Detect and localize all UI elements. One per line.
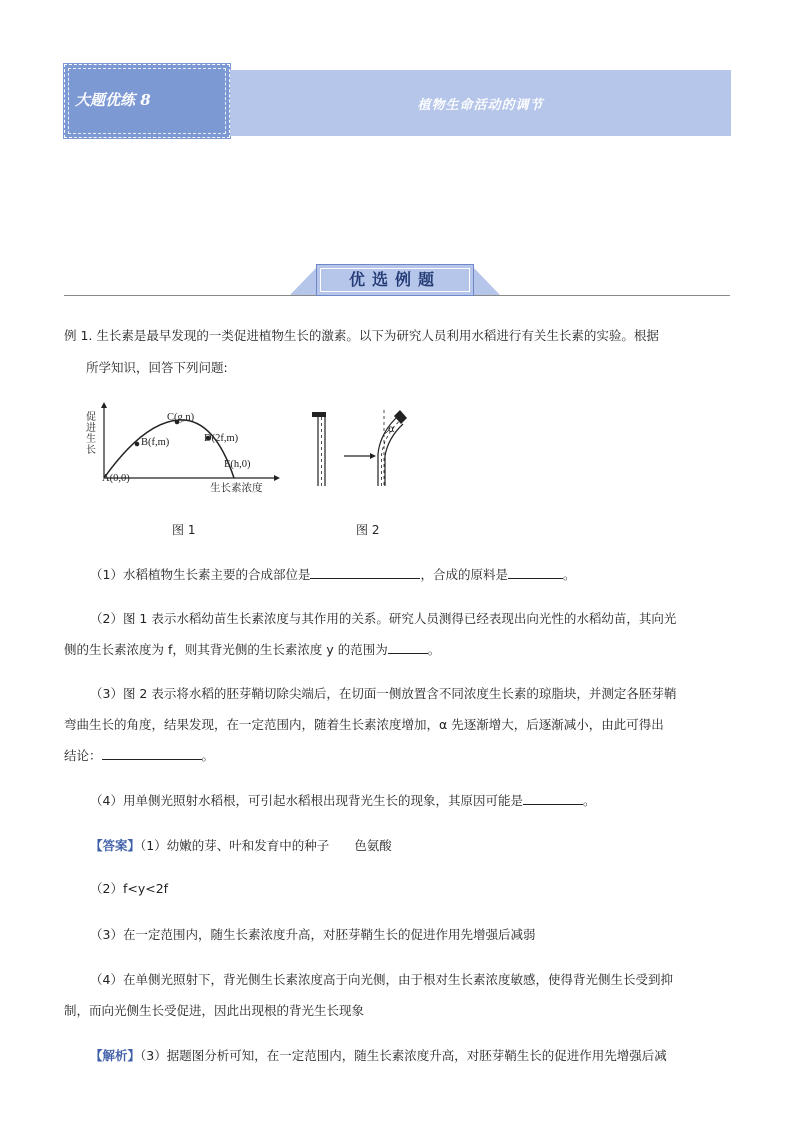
question-intro: [64, 326, 734, 346]
q3-line3: [64, 746, 214, 766]
q3-line1: （3）图 2 表示将水稻的胚芽鞘切除尖端后，在切面一侧放置含不同浓度生长素的琼脂块，并测定各胚芽鞘: [90, 686, 677, 701]
q2-text-a: 侧的生长素浓度为 f，则其背光侧的生长素浓度 y 的范围为: [64, 642, 388, 657]
answer-1-text: （1）幼嫩的芽、叶和发育中的种子 色氨酸: [140, 838, 392, 853]
q2-line2: [64, 640, 440, 660]
header-title: 植物生命活动的调节: [417, 98, 544, 113]
fig1-xlabel: 生长素浓度: [210, 482, 263, 494]
q2-line1: （2）图 1 表示水稻幼苗生长素浓度与其作用的关系。研究人员测得已经表现出向光性的水稻幼苗，其向光: [90, 611, 677, 626]
q3-text-b: 。: [201, 748, 215, 763]
q4-blank[interactable]: [523, 791, 583, 805]
analysis-text: （3）据题图分析可知，在一定范围内，随生长素浓度升高，对胚芽鞘生长的促进作用先增强后减: [140, 1048, 667, 1063]
q1-blank-1[interactable]: [310, 565, 420, 579]
q3-text-a: 结论：: [64, 748, 102, 763]
fig2-caption: 图 2: [356, 523, 380, 537]
q2-blank[interactable]: [388, 640, 428, 654]
answer-3: （3）在一定范围内，随生长素浓度升高，对胚芽鞘生长的促进作用先增强后减弱: [90, 927, 536, 942]
answer-2: （2）f<y<2f: [90, 881, 169, 896]
answer-tag: 【答案】: [90, 838, 141, 853]
analysis-tag: 【解析】: [90, 1048, 141, 1063]
q1-text-b: ，合成的原料是: [420, 567, 508, 582]
q4: [90, 791, 595, 811]
q1: [90, 565, 576, 585]
q3-blank[interactable]: [102, 746, 202, 760]
fig1-label-B: B(f,m): [141, 437, 170, 448]
q3-line2: 弯曲生长的角度，结果发现，在一定范围内，随着生长素浓度增加，α 先逐渐增大，后逐渐减小，由此可得出: [64, 717, 664, 732]
q1-blank-2[interactable]: [508, 565, 563, 579]
fig1-label-A: A(0,0): [102, 473, 130, 484]
answer-4-line2: 制，而向光侧生长受促进，因此出现根的背光生长现象: [64, 1003, 365, 1018]
q4-text-a: （4）用单侧光照射水稻根，可引起水稻根出现背光生长的现象，其原因可能是: [90, 793, 523, 808]
section-title-box: [316, 264, 474, 296]
header-title-bar: [230, 70, 731, 136]
question-intro-line1: 生长素是最早发现的一类促进植物生长的激素。以下为研究人员利用水稻进行有关生长素的实验。根据: [96, 328, 659, 343]
q2-text-b: 。: [427, 642, 441, 657]
fig1-ylabel: 促进生长: [86, 412, 96, 456]
fig1-label-D: D(2f,m): [204, 433, 239, 444]
fig1-caption: 图 1: [172, 523, 196, 537]
header-badge-text: 大题优练 8: [75, 91, 151, 109]
question-intro-line2: 所学知识，回答下列问题:: [86, 360, 228, 375]
fig2-agar-block-right: [394, 410, 407, 424]
fig1-point-B: [135, 442, 140, 447]
fig1-curve-path: [104, 420, 234, 478]
q4-text-b: 。: [582, 793, 596, 808]
figure-2-coleoptile: [308, 404, 428, 488]
analysis: [90, 1046, 667, 1066]
fig1-label-C: C(g,n): [167, 412, 195, 423]
section-title: 优选例题: [320, 268, 470, 292]
answer-1: [90, 836, 392, 856]
answer-4-line1: （4）在单侧光照射下，背光侧生长素浓度高于向光侧，由于根对生长素浓度敏感，使得背光侧生长受到抑: [90, 972, 673, 987]
fig1-label-E: E(h,0): [224, 459, 251, 470]
header-badge: [64, 64, 230, 138]
question-label: 例 1.: [64, 328, 93, 343]
q1-text-c: 。: [562, 567, 576, 582]
fig2-agar-block-left: [312, 412, 326, 417]
fig2-angle-label: α: [388, 424, 395, 435]
q1-text-a: （1）水稻植物生长素主要的合成部位是: [90, 567, 311, 582]
